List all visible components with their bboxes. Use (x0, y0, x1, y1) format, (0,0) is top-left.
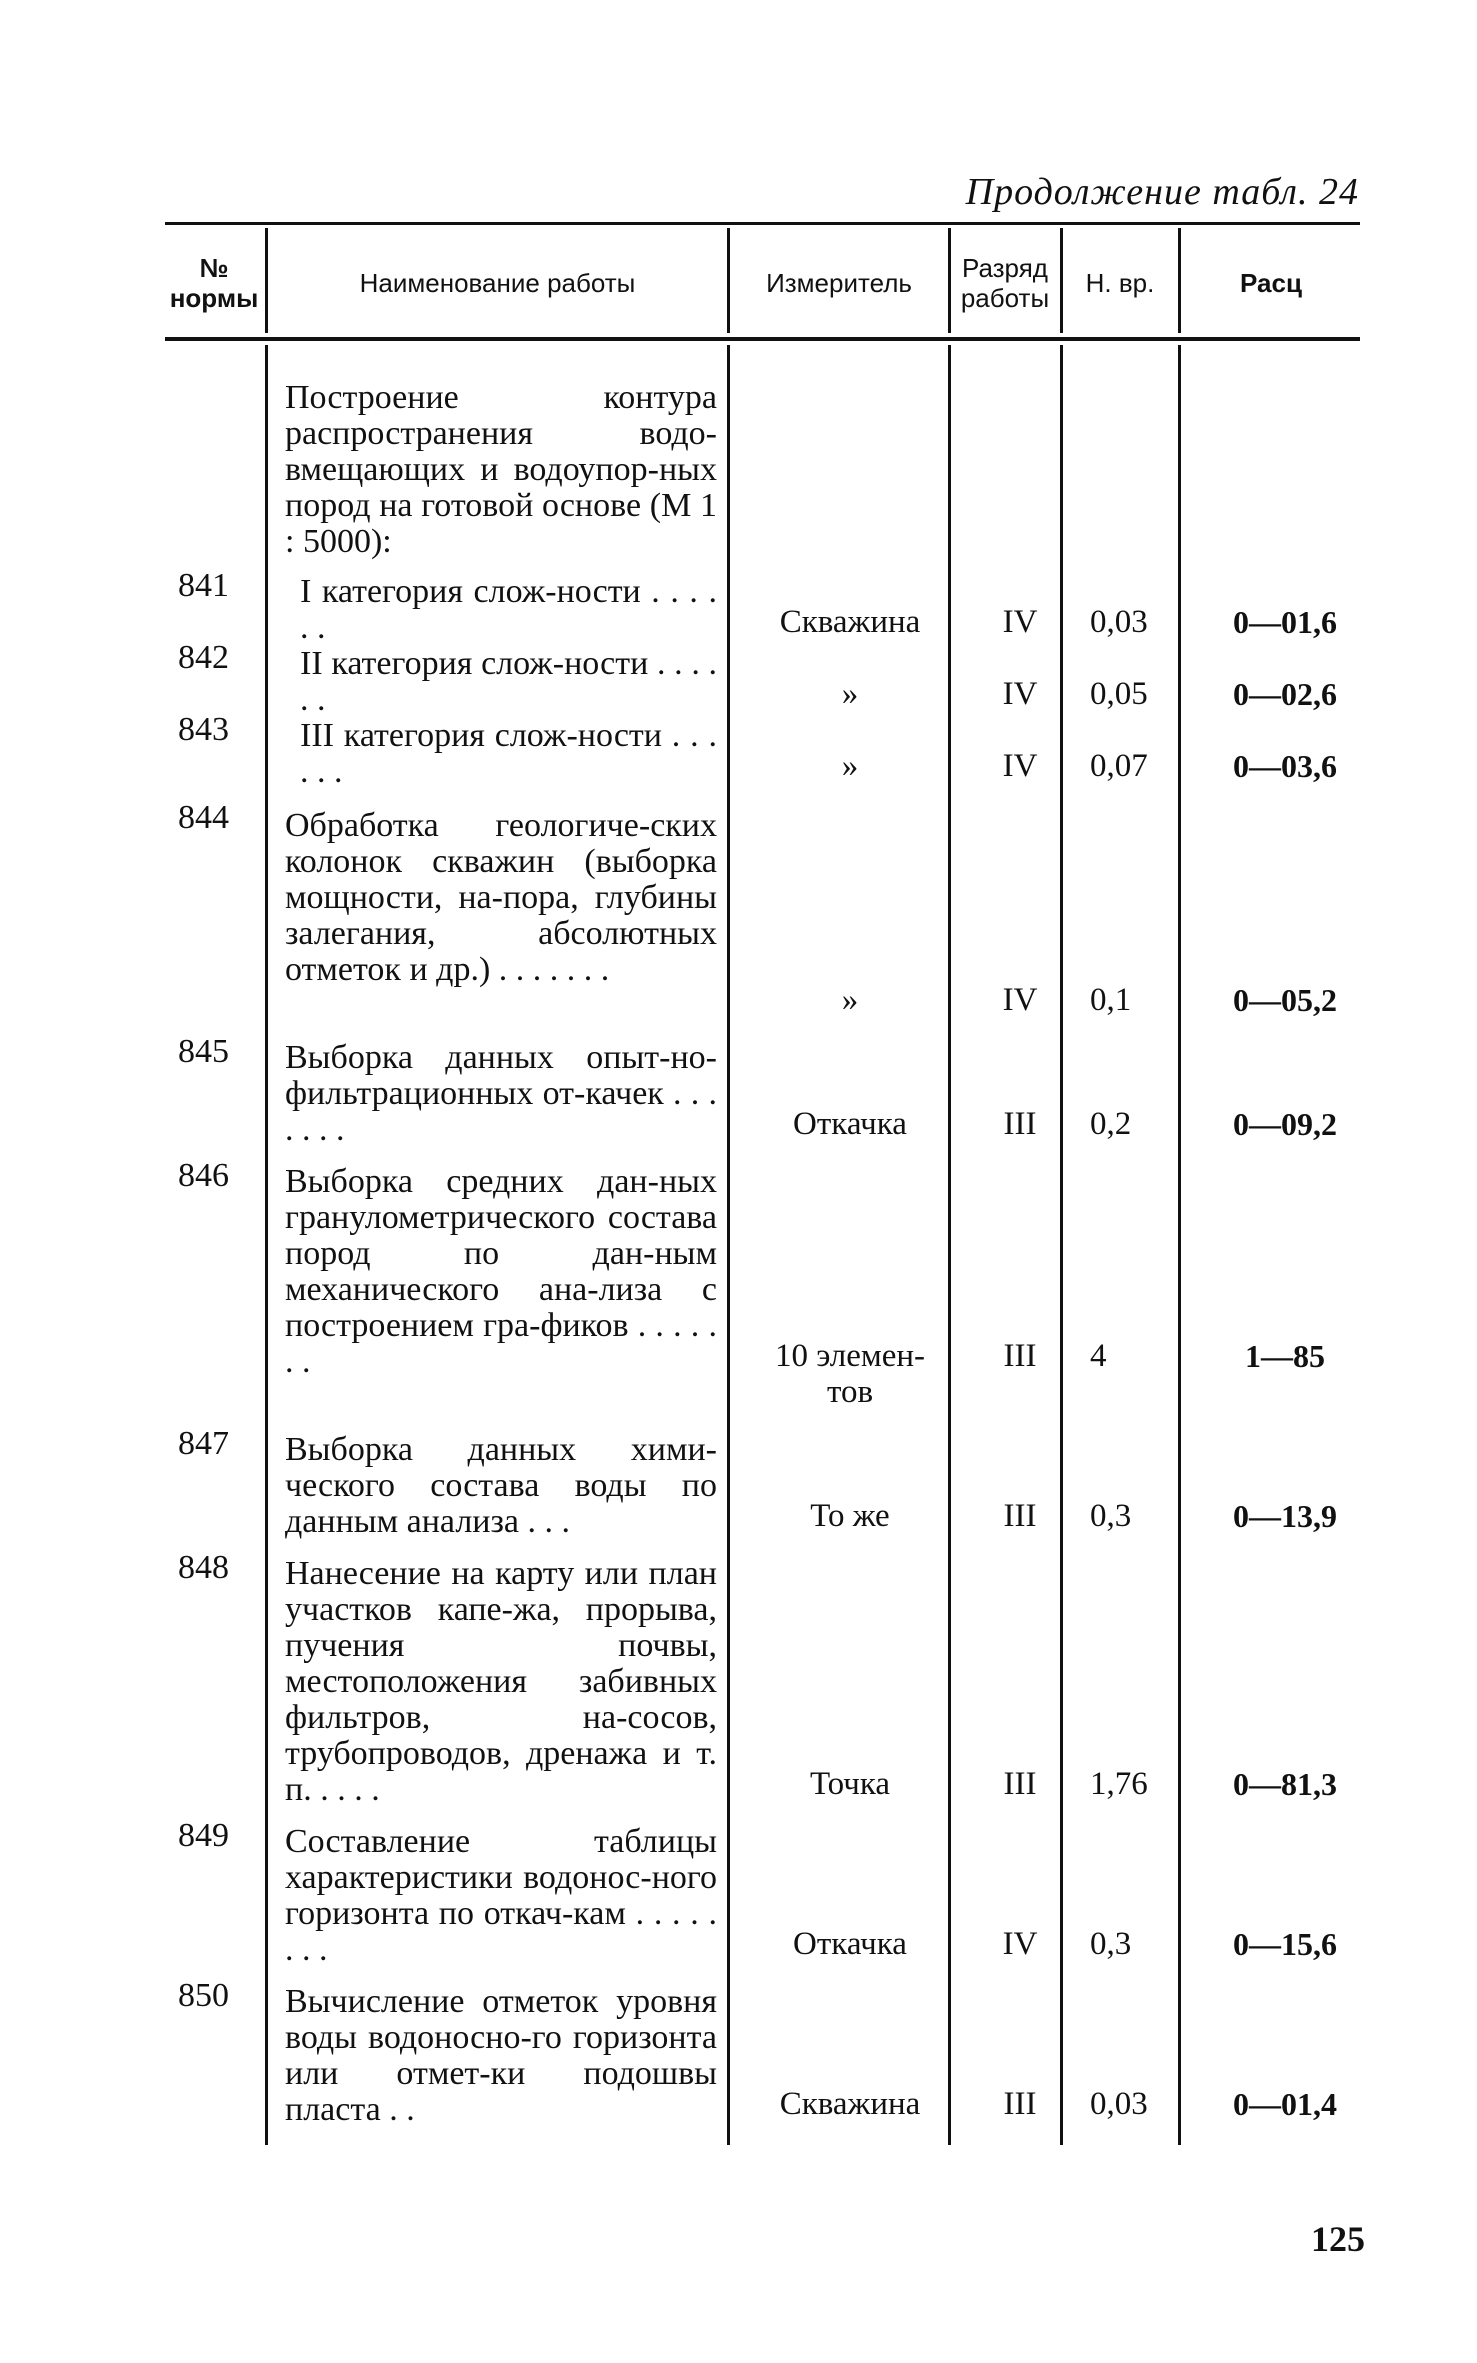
row-description: Нанесение на карту или план участков капе-жа, прорыва, пучения почвы, местоположения забивных фильтров, на-сосов, трубопроводов, дренажа и т. п. . . . . (285, 1555, 717, 1808)
row-grade: IV (1002, 982, 1038, 1018)
column-divider (1060, 228, 1063, 333)
row-rate: 0—81,3 (1233, 1766, 1337, 1802)
row-time-norm: 0,3 (1090, 1926, 1132, 1962)
row-grade: IV (1002, 604, 1038, 640)
row-description: I категория слож-ности . . . . . . (300, 573, 717, 646)
row-meter: Точка (809, 1766, 891, 1802)
row-rate: 0—09,2 (1233, 1106, 1337, 1142)
row-description: Выборка данных опыт-но-фильтрационных от-качек . . . . . . . (285, 1039, 717, 1148)
row-number: 848 (178, 1549, 229, 1586)
row-description: Выборка данных хими-ческого состава воды по данным анализа . . . (285, 1431, 717, 1540)
row-time-norm: 4 (1090, 1338, 1107, 1374)
row-time-norm: 0,03 (1090, 2086, 1148, 2122)
column-divider (727, 345, 730, 2145)
row-number: 849 (178, 1817, 229, 1854)
row-description: Построение контура распространения водо-вмещающих и водоупор-ных пород на готовой основе (М 1 : 5000): (285, 379, 717, 560)
row-meter: 10 элемен- тов (774, 1338, 926, 1410)
row-description: II категория слож-ности . . . . . . (300, 645, 717, 718)
row-meter: Откачка (793, 1926, 907, 1962)
row-number: 850 (178, 1977, 229, 2014)
row-number: 845 (178, 1033, 229, 1070)
row-number: 841 (178, 567, 229, 604)
row-rate: 0—02,6 (1233, 676, 1337, 712)
row-rate: 0—05,2 (1233, 982, 1337, 1018)
top-rule (165, 222, 1360, 225)
row-time-norm: 0,3 (1090, 1498, 1132, 1534)
row-time-norm: 0,2 (1090, 1106, 1132, 1142)
row-meter: » (841, 982, 859, 1018)
row-time-norm: 0,05 (1090, 676, 1148, 712)
row-grade: III (1003, 1766, 1037, 1802)
row-description: Вычисление отметок уровня воды водоносно-го горизонта или отмет-ки подошвы пласта . . (285, 1983, 717, 2128)
row-grade: IV (1002, 1926, 1038, 1962)
header-rate: Расц (1240, 267, 1302, 298)
column-divider (1178, 228, 1181, 333)
header-work-name: Наименование работы (359, 267, 636, 298)
row-time-norm: 0,03 (1090, 604, 1148, 640)
header-grade: Разряд работы (960, 252, 1050, 313)
header-meter: Измеритель (766, 267, 912, 298)
row-rate: 0—01,4 (1233, 2086, 1337, 2122)
column-divider (265, 228, 268, 333)
page-number: 125 (1311, 2219, 1365, 2259)
row-grade: III (1003, 1498, 1037, 1534)
row-grade: IV (1002, 676, 1038, 712)
row-rate: 0—15,6 (1233, 1926, 1337, 1962)
row-number: 846 (178, 1157, 229, 1194)
row-rate: 1—85 (1245, 1338, 1325, 1374)
row-meter: Откачка (793, 1106, 907, 1142)
row-description: III категория слож-ности . . . . . . (300, 717, 717, 790)
header-time-norm: Н. вр. (1085, 267, 1155, 298)
header-norm-number: № нормы (169, 252, 259, 313)
row-time-norm: 1,76 (1090, 1766, 1148, 1802)
row-grade: IV (1002, 748, 1038, 784)
row-number: 844 (178, 799, 229, 836)
row-meter: Скважина (779, 2086, 921, 2122)
row-time-norm: 0,07 (1090, 748, 1148, 784)
row-rate: 0—13,9 (1233, 1498, 1337, 1534)
row-time-norm: 0,1 (1090, 982, 1132, 1018)
row-grade: III (1003, 1338, 1037, 1374)
header-bottom-rule (165, 337, 1360, 341)
row-number: 842 (178, 639, 229, 676)
column-divider (948, 228, 951, 333)
column-divider (727, 228, 730, 333)
row-grade: III (1003, 1106, 1037, 1142)
row-meter: Скважина (779, 604, 921, 640)
row-number: 847 (178, 1425, 229, 1462)
row-grade: III (1003, 2086, 1037, 2122)
row-meter: То же (810, 1498, 890, 1534)
row-description: Обработка геологиче-ских колонок скважин (выборка мощности, на-пора, глубины залегания, абсолютных отметок и др.) . . . . . . . (285, 807, 717, 988)
row-rate: 0—03,6 (1233, 748, 1337, 784)
row-description: Выборка средних дан-ных гранулометрического состава пород по дан-ным механического ана-лиза с построением гра-фиков . . . . . . . (285, 1163, 717, 1380)
column-divider (265, 345, 268, 2145)
row-rate: 0—01,6 (1233, 604, 1337, 640)
row-meter: » (841, 748, 859, 784)
row-description: Составление таблицы характеристики водонос-ного горизонта по откач-кам . . . . . . . . (285, 1823, 717, 1968)
table-caption: Продолжение табл. 24 (965, 171, 1359, 213)
row-meter: » (841, 676, 859, 712)
row-number: 843 (178, 711, 229, 748)
